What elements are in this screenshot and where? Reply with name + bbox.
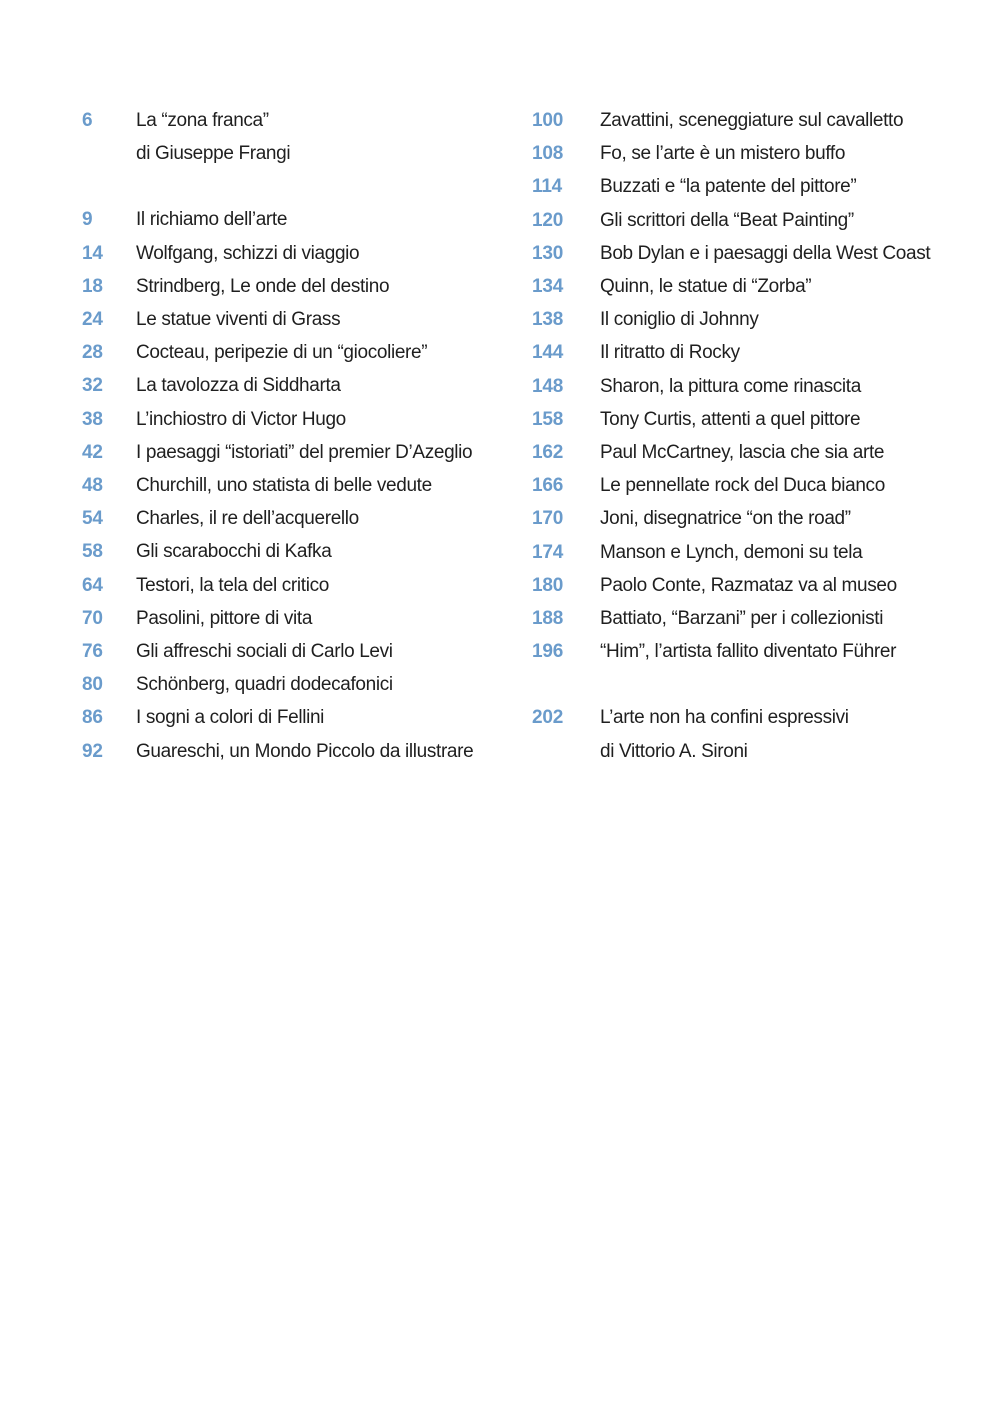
toc-page-number: 196 — [532, 641, 564, 663]
toc-page-number: 92 — [82, 740, 103, 762]
toc-title: Gli scarabocchi di Kafka — [136, 541, 332, 563]
toc-entry — [82, 668, 522, 701]
toc-title: I paesaggi “istoriati” del premier D’Azeglio — [136, 441, 473, 463]
toc-page-number: 42 — [82, 441, 103, 463]
toc-title: Bob Dylan e i paesaggi della West Coast — [600, 242, 931, 264]
toc-entry — [82, 270, 522, 303]
toc-subtitle: di Giuseppe Frangi — [136, 143, 291, 165]
toc-page-number: 170 — [532, 508, 564, 530]
toc-entry — [532, 403, 972, 436]
toc-title: Paul McCartney, lascia che sia arte — [600, 442, 885, 464]
toc-entry — [82, 735, 522, 768]
toc-title: Paolo Conte, Razmataz va al museo — [600, 574, 897, 596]
toc-page-number: 202 — [532, 707, 564, 729]
toc-title: Joni, disegnatrice “on the road” — [600, 508, 851, 530]
toc-page-number: 162 — [532, 442, 564, 464]
toc-page-number: 188 — [532, 608, 564, 630]
toc-entry — [532, 104, 972, 137]
toc-title: Testori, la tela del critico — [136, 574, 329, 596]
toc-entry — [82, 569, 522, 602]
toc-title: “Him”, l’artista fallito diventato Führer — [600, 641, 897, 663]
toc-page-number: 32 — [82, 375, 103, 397]
toc-page-number: 108 — [532, 143, 564, 165]
toc-page-number: 138 — [532, 309, 564, 331]
toc-page-number: 148 — [532, 375, 564, 397]
toc-page-number: 76 — [82, 641, 103, 663]
toc-title-text: La “zona franca” — [136, 110, 269, 131]
toc-title: Wolfgang, schizzi di viaggio — [136, 242, 360, 264]
toc-page-number: 28 — [82, 342, 103, 364]
toc-title: Battiato, “Barzani” per i collezionisti — [600, 608, 884, 630]
toc-title: Le pennellate rock del Duca bianco — [600, 475, 885, 497]
toc-page-number: 158 — [532, 408, 564, 430]
toc-entry — [82, 602, 522, 635]
toc-title: La tavolozza di Siddharta — [136, 375, 341, 397]
toc-entry — [82, 502, 522, 535]
toc-page-number: 114 — [532, 176, 563, 198]
toc-entry — [82, 303, 522, 336]
toc-title: Gli affreschi sociali di Carlo Levi — [136, 641, 393, 663]
toc-entry — [82, 369, 522, 402]
toc-entry — [82, 104, 522, 170]
toc-title: Fo, se l’arte è un mistero buffo — [600, 143, 846, 165]
toc-entry — [532, 701, 972, 767]
toc-entry — [82, 535, 522, 568]
toc-title: Zavattini, sceneggiature sul cavalletto — [600, 110, 904, 131]
toc-entry — [532, 469, 972, 502]
toc-entry — [532, 536, 972, 569]
toc-page-number: 58 — [82, 541, 103, 563]
toc-title: Quinn, le statue di “Zorba” — [600, 276, 812, 298]
toc-left-column — [82, 104, 522, 768]
toc-entry — [532, 303, 972, 336]
toc-entry — [82, 203, 522, 236]
toc-entry — [532, 502, 972, 535]
toc-page-number: 80 — [82, 674, 103, 696]
toc-title: Manson e Lynch, demoni su tela — [600, 541, 863, 563]
toc-entry — [82, 403, 522, 436]
toc-page-number: 48 — [82, 475, 103, 497]
toc-entry — [532, 635, 972, 668]
toc-title: Sharon, la pittura come rinascita — [600, 375, 861, 397]
toc-title: Churchill, uno statista di belle vedute — [136, 475, 432, 497]
toc-entry — [532, 204, 972, 237]
toc-entry — [532, 370, 972, 403]
toc-page-number: 100 — [532, 110, 564, 131]
toc-page-number: 130 — [532, 242, 564, 264]
toc-title: Pasolini, pittore di vita — [136, 607, 313, 629]
toc-entry — [532, 170, 972, 203]
toc-title: Schönberg, quadri dodecafonici — [136, 674, 393, 696]
toc-title — [600, 701, 972, 767]
toc-page-number: 6 — [82, 110, 93, 131]
toc-page-number: 144 — [532, 342, 564, 364]
toc-entry — [82, 336, 522, 369]
toc-page-number: 70 — [82, 607, 103, 629]
toc-entry — [532, 569, 972, 602]
toc-entry — [532, 237, 972, 270]
toc-page-number: 120 — [532, 209, 564, 231]
toc-title: Il coniglio di Johnny — [600, 309, 759, 331]
toc-page-number: 24 — [82, 309, 103, 331]
toc-page-number: 180 — [532, 574, 564, 596]
toc-entry — [82, 701, 522, 734]
toc-entry — [82, 436, 522, 469]
toc-title: Le statue viventi di Grass — [136, 309, 341, 331]
toc-title: I sogni a colori di Fellini — [136, 707, 325, 729]
toc-entry — [532, 137, 972, 170]
toc-entry — [532, 336, 972, 369]
toc-subtitle: di Vittorio A. Sironi — [600, 740, 748, 762]
toc-title — [136, 104, 522, 170]
toc-title-text: L’arte non ha confini espressivi — [600, 707, 849, 729]
toc-entry — [532, 602, 972, 635]
toc-title: Buzzati e “la patente del pittore” — [600, 176, 857, 198]
toc-page-number: 64 — [82, 574, 103, 596]
toc-entry — [82, 237, 522, 270]
toc-right-column — [532, 104, 972, 768]
toc-title: Charles, il re dell’acquerello — [136, 508, 359, 530]
toc-page-number: 86 — [82, 707, 103, 729]
toc-page-number: 174 — [532, 541, 564, 563]
toc-page-number: 166 — [532, 475, 564, 497]
toc-title: Il ritratto di Rocky — [600, 342, 740, 364]
toc-entry — [532, 436, 972, 469]
toc-title: Cocteau, peripezie di un “giocoliere” — [136, 342, 428, 364]
toc-page-number: 9 — [82, 209, 93, 231]
toc-page-number: 134 — [532, 276, 564, 298]
toc-entry — [532, 270, 972, 303]
toc-title: Strindberg, Le onde del destino — [136, 275, 390, 297]
toc-entry — [82, 635, 522, 668]
toc-title: Guareschi, un Mondo Piccolo da illustrare — [136, 740, 474, 762]
toc-page-number: 18 — [82, 275, 103, 297]
toc-entry — [82, 469, 522, 502]
toc-page-number: 38 — [82, 408, 103, 430]
toc-title: Gli scrittori della “Beat Painting” — [600, 209, 854, 231]
toc-title: Tony Curtis, attenti a quel pittore — [600, 408, 861, 430]
toc-title: L’inchiostro di Victor Hugo — [136, 408, 346, 430]
toc-title: Il richiamo dell’arte — [136, 209, 288, 231]
toc-page-number: 14 — [82, 242, 103, 264]
toc-page-number: 54 — [82, 508, 103, 530]
